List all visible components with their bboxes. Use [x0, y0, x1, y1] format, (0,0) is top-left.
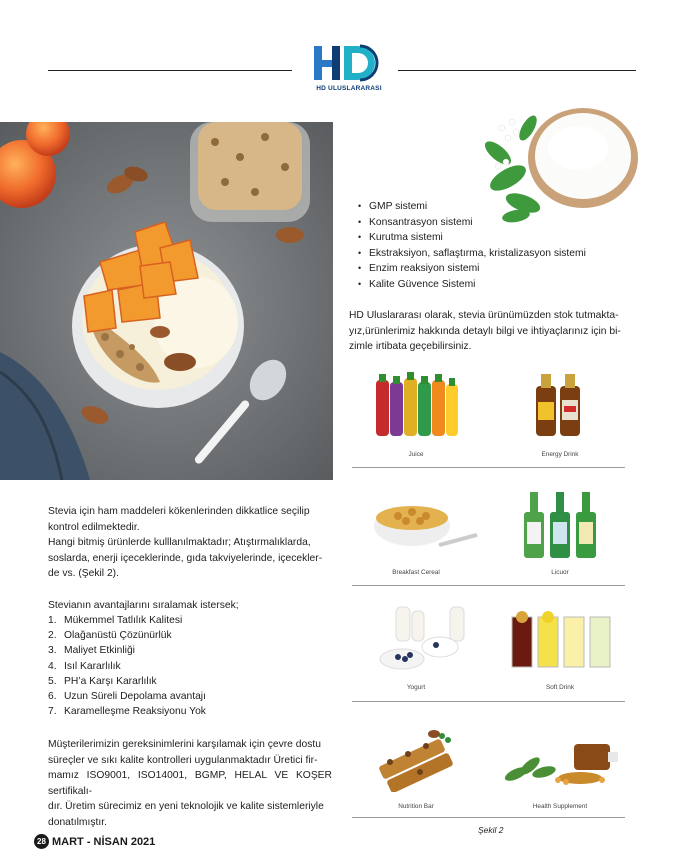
figure-caption: Şekil 2	[478, 825, 504, 835]
list-item	[48, 674, 206, 689]
brand-logo	[300, 42, 398, 98]
product-licuor	[494, 488, 626, 576]
nutrition-bar-icon	[350, 722, 482, 792]
page-footer	[34, 834, 155, 849]
hd-logo-icon	[300, 42, 398, 86]
product-caption: Breakfast Cereal	[392, 569, 440, 576]
product-caption: Health Supplement	[532, 803, 588, 810]
grid-divider	[352, 585, 625, 586]
advantages-list	[48, 613, 206, 719]
text-line: Müşterilerimizin gereksinimlerini karşılamak için çevre dostu	[48, 739, 321, 750]
text-line: donatılmıştır.	[48, 816, 107, 828]
list-item: • Kurutma sistemi	[355, 230, 586, 246]
energy-drink-bottles-icon	[494, 370, 626, 440]
list-item: • Ekstraksiyon, saflaştırma, kristalizasyon sistemi	[355, 246, 586, 262]
header-rule-right	[398, 70, 636, 71]
cereal-bowl-icon	[350, 488, 482, 558]
item-number: 4.	[48, 660, 57, 672]
text-line: mamız ISO9001, ISO14001, BGMP, HELAL VE KOŞER sertifikalı-	[48, 770, 332, 797]
grid-divider	[352, 467, 625, 468]
product-caption: Energy Drink	[541, 451, 579, 458]
text-line: yız,ürünlerimiz hakkında detaylı bilgi ve ihtiyaçlarınız için bi-	[349, 325, 621, 337]
soft-drink-glasses-icon	[494, 603, 626, 673]
text-line: dır. Üretim sürecimiz en yeni teknolojik ve kalite sistemleriyle	[48, 801, 324, 813]
product-caption: Soft Drink	[545, 684, 575, 691]
product-caption: Juice	[408, 451, 424, 458]
grid-divider	[352, 817, 625, 818]
list-item: • Kalite Güvence Sistemi	[355, 277, 586, 293]
liquor-bottles-icon	[494, 488, 626, 558]
contact-paragraph	[349, 308, 635, 355]
list-item	[48, 628, 206, 643]
text-line: zimle irtibata geçebilirsiniz.	[349, 341, 472, 353]
yogurt-bowl-photo	[0, 122, 333, 480]
item-text: Uzun Süreli Depolama avantajı	[64, 691, 206, 703]
item-number: 3.	[48, 645, 57, 657]
text-line: de vs. (Şekil 2).	[48, 568, 119, 580]
closing-paragraph	[48, 737, 332, 831]
text-line: Hangi bitmiş ürünlerde kulllanılmaktadır; Atıştırmalıklarda,	[48, 537, 311, 549]
product-soft-drink	[494, 603, 626, 691]
systems-list	[355, 199, 586, 292]
text-line: HD Uluslararası olarak, stevia ürünümüzden stok tutmakta-	[349, 310, 619, 321]
list-item	[48, 613, 206, 628]
list-item: • Enzim reaksiyon sistemi	[355, 261, 586, 277]
item-text: Mükemmel Tatlılık Kalitesi	[64, 615, 183, 626]
product-breakfast-cereal	[350, 488, 482, 576]
brand-name: HD ULUSLARARASI	[316, 85, 382, 92]
item-text: PH’a Karşı Kararlılık	[64, 675, 157, 687]
item-text: Olağanüstü Çözünürlük	[64, 630, 172, 642]
item-number: 2.	[48, 630, 57, 642]
item-number: 5.	[48, 675, 57, 687]
list-item	[48, 643, 206, 658]
page-number: 28	[34, 834, 49, 849]
juice-bottles-icon	[350, 370, 482, 440]
text-line: soslarda, enerji içeceklerinde, gıda takviyelerinde, içecekler-	[48, 552, 323, 564]
list-item: • Konsantrasyon sistemi	[355, 215, 586, 231]
item-text: Isıl Kararlılık	[64, 660, 121, 672]
product-juice	[350, 370, 482, 458]
issue-label: MART - NİSAN 2021	[52, 835, 156, 848]
list-item	[48, 659, 206, 674]
text-line: kontrol edilmektedir.	[48, 521, 140, 533]
item-number: 1.	[48, 615, 57, 626]
list-item: • GMP sistemi	[355, 199, 586, 215]
health-supplement-icon	[494, 722, 626, 792]
header-rule-left	[48, 70, 292, 71]
grid-divider	[352, 701, 625, 702]
item-text: Karamelleşme Reaksiyonu Yok	[64, 706, 206, 718]
yogurt-icon	[350, 603, 482, 673]
list-item	[48, 704, 206, 719]
advantages-intro: Stevianın avantajlarını sıralamak istersek;	[48, 600, 239, 611]
text-line: süreçler ve sıkı kalite kontrolleri uygulanmaktadır Üretici fir-	[48, 754, 318, 766]
item-text: Maliyet Etkinliği	[64, 645, 135, 657]
product-health-supplement	[494, 722, 626, 810]
item-number: 6.	[48, 691, 57, 703]
product-energy-drink	[494, 370, 626, 458]
intro-paragraph	[48, 504, 332, 582]
product-nutrition-bar	[350, 722, 482, 810]
list-item	[48, 689, 206, 704]
product-caption: Nutrition Bar	[398, 803, 434, 810]
product-yogurt	[350, 603, 482, 691]
product-caption: Yogurt	[406, 684, 426, 691]
item-number: 7.	[48, 706, 57, 718]
product-caption: Licuor	[551, 569, 569, 576]
text-line: Stevia için ham maddeleri kökenlerinden dikkatlice seçilip	[48, 506, 310, 517]
